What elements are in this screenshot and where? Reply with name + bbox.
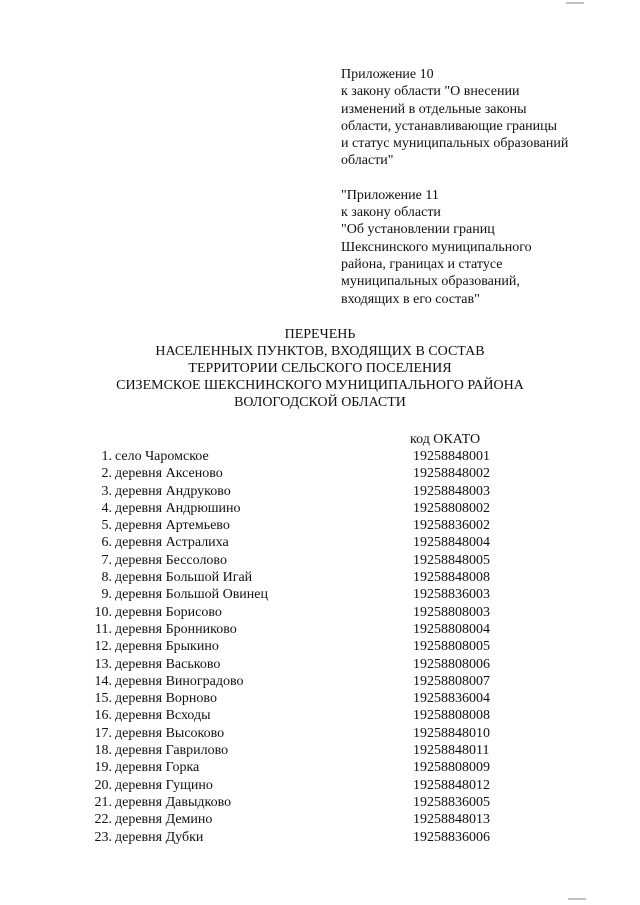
settlement-number: 10.: [94, 604, 112, 620]
settlement-name: деревня Андруково: [115, 483, 231, 499]
okato-code: 19258848005: [413, 552, 490, 568]
settlement-name: деревня Васьково: [115, 656, 221, 672]
settlement-name: деревня Гаврилово: [115, 743, 229, 759]
okato-code: 19258808008: [413, 708, 490, 724]
settlement-name: деревня Высоково: [115, 725, 225, 741]
settlement-name: деревня Астралиха: [115, 535, 229, 551]
title-line: НАСЕЛЕННЫХ ПУНКТОВ, ВХОДЯЩИХ В СОСТАВ: [155, 344, 485, 359]
settlement-row: [94, 483, 514, 500]
okato-code: 19258848001: [413, 449, 490, 464]
okato-code: 19258848008: [413, 570, 490, 586]
annex-line: муниципальных образований,: [341, 274, 520, 290]
settlement-name: деревня Большой Овинец: [115, 587, 269, 603]
settlement-name: деревня Бронниково: [115, 621, 237, 637]
settlement-row: [94, 500, 514, 517]
settlement-row: [94, 569, 514, 586]
settlement-row: [94, 725, 514, 742]
okato-code: 19258836002: [413, 518, 490, 534]
annex-line: "Об установлении границ: [341, 222, 495, 238]
settlement-row: [94, 604, 514, 621]
settlement-number: 22.: [94, 812, 112, 828]
settlement-number: 12.: [94, 639, 112, 655]
settlement-row: [94, 517, 514, 534]
settlement-name: деревня Брыкино: [115, 639, 219, 655]
okato-code: 19258808007: [413, 673, 490, 689]
annex-line: области, устанавливающие границы: [341, 118, 558, 134]
settlement-number: 2.: [101, 466, 112, 482]
okato-code: 19258836003: [413, 587, 490, 603]
annex-line: входящих в его состав": [341, 291, 480, 307]
okato-code: 19258808005: [413, 639, 490, 655]
okato-code: 19258848012: [413, 777, 490, 793]
settlement-number: 11.: [95, 621, 112, 637]
settlement-row: [94, 465, 514, 482]
settlement-name: деревня Демино: [115, 812, 213, 828]
settlement-row: [94, 448, 514, 465]
settlement-name: деревня Всходы: [115, 708, 211, 724]
settlement-name: село Чаромское: [115, 449, 209, 464]
settlement-name: деревня Андрюшино: [115, 500, 241, 516]
annex-line: области": [341, 153, 394, 169]
settlement-number: 7.: [101, 552, 112, 568]
okato-code: 19258848011: [413, 743, 490, 759]
settlement-name: деревня Давыдково: [115, 794, 232, 810]
settlement-name: деревня Ворново: [115, 691, 217, 707]
settlement-row: [94, 621, 514, 638]
settlement-number: 15.: [94, 691, 112, 707]
settlement-number: 3.: [101, 483, 112, 499]
settlement-row: [94, 707, 514, 724]
okato-code: 19258808002: [413, 500, 490, 516]
scan-mark-bottom: [568, 898, 586, 900]
annex-line: и статус муниципальных образований: [341, 136, 569, 152]
settlement-name: деревня Бессолово: [115, 552, 227, 568]
okato-code: 19258808009: [413, 760, 490, 776]
annex-line: Приложение 10: [341, 67, 434, 82]
okato-code: 19258808003: [413, 604, 490, 620]
settlement-number: 14.: [94, 673, 112, 689]
okato-code: 19258836006: [413, 829, 490, 845]
okato-code: 19258848004: [413, 535, 490, 551]
scan-mark-top: [566, 2, 584, 4]
settlement-number: 4.: [101, 500, 112, 516]
settlement-name: деревня Борисово: [115, 604, 222, 620]
okato-code: 19258848010: [413, 725, 490, 741]
annex-line: изменений в отдельные законы: [341, 101, 527, 117]
settlement-row: [94, 656, 514, 673]
okato-code: 19258808004: [413, 621, 490, 637]
settlement-row: [94, 690, 514, 707]
settlement-number: 23.: [94, 829, 112, 845]
settlement-name: деревня Горка: [115, 760, 200, 776]
settlement-number: 5.: [101, 518, 112, 534]
annex-line: к закону области "О внесении: [341, 84, 520, 100]
title-line: ТЕРРИТОРИИ СЕЛЬСКОГО ПОСЕЛЕНИЯ: [188, 361, 452, 376]
settlement-number: 13.: [94, 656, 112, 672]
okato-column-header: код ОКАТО: [410, 432, 481, 447]
annex-line: Шекснинского муниципального: [341, 239, 532, 255]
settlement-name: деревня Дубки: [115, 829, 204, 845]
title-line: СИЗЕМСКОЕ ШЕКСНИНСКОГО МУНИЦИПАЛЬНОГО РАЙОНА: [116, 378, 524, 393]
document-title: [40, 326, 600, 411]
okato-code: 19258848003: [413, 483, 490, 499]
settlement-number: 17.: [94, 725, 112, 741]
settlement-number: 21.: [94, 794, 112, 810]
settlement-name: деревня Гущино: [115, 777, 213, 793]
settlement-row: [94, 811, 514, 828]
settlement-number: 6.: [101, 535, 112, 551]
settlement-row: [94, 829, 514, 846]
okato-code: 19258836004: [413, 691, 490, 707]
settlement-number: 18.: [94, 743, 112, 759]
okato-code: 19258836005: [413, 794, 490, 810]
settlement-row: [94, 586, 514, 603]
settlement-row: [94, 777, 514, 794]
settlement-number: 19.: [94, 760, 112, 776]
title-line: ПЕРЕЧЕНЬ: [284, 327, 356, 342]
okato-code: 19258808006: [413, 656, 490, 672]
settlement-row: [94, 638, 514, 655]
settlement-list: [94, 448, 514, 846]
settlement-name: деревня Аксеново: [115, 466, 223, 482]
settlement-name: деревня Большой Игай: [115, 570, 253, 586]
settlement-row: [94, 552, 514, 569]
settlement-row: [94, 673, 514, 690]
annex-line: "Приложение 11: [341, 187, 439, 203]
okato-code: 19258848002: [413, 466, 490, 482]
settlement-row: [94, 742, 514, 759]
annex-line: к закону области: [341, 205, 441, 221]
settlement-name: деревня Виноградово: [115, 673, 244, 689]
settlement-row: [94, 759, 514, 776]
annex-spacer: [341, 170, 626, 187]
annex-header: [341, 66, 626, 308]
settlement-row: [94, 534, 514, 551]
settlement-number: 16.: [94, 708, 112, 724]
okato-code: 19258848013: [413, 812, 490, 828]
settlement-number: 9.: [101, 587, 112, 603]
settlement-row: [94, 794, 514, 811]
annex-line: района, границах и статусе: [341, 256, 503, 272]
settlement-number: 20.: [94, 777, 112, 793]
settlement-name: деревня Артемьево: [115, 518, 230, 534]
settlement-number: 8.: [101, 570, 112, 586]
title-line: ВОЛОГОДСКОЙ ОБЛАСТИ: [234, 395, 406, 410]
settlement-number: 1.: [101, 449, 112, 464]
